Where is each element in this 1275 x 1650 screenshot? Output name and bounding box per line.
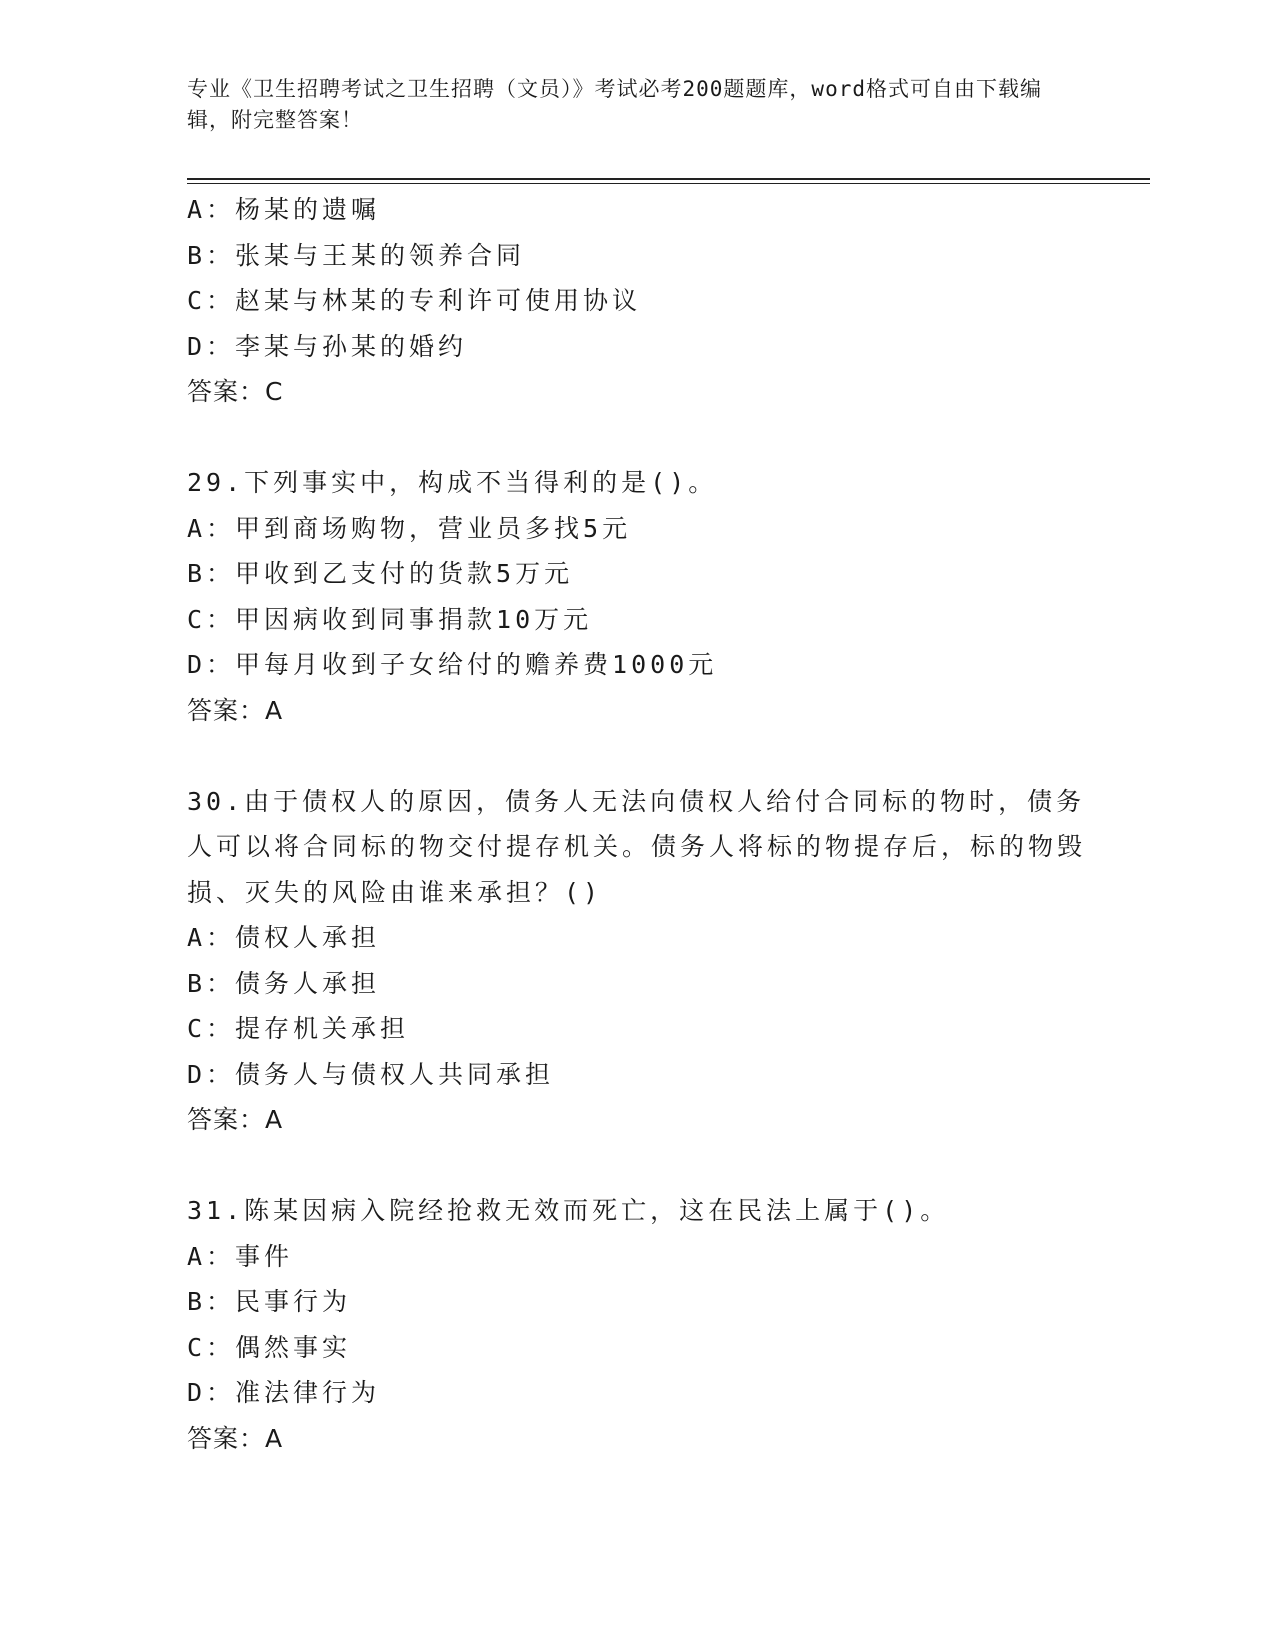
header-rule-thin	[187, 183, 1150, 184]
option-b: B：张某与王某的领养合同	[187, 240, 526, 270]
option-d: D：李某与孙某的婚约	[187, 331, 468, 361]
option-c: C：提存机关承担	[187, 1014, 410, 1043]
option-a: A：债权人承担	[187, 923, 381, 952]
option-a: A：事件	[187, 1241, 294, 1271]
question-stem: 31.陈某因病入院经抢救无效而死亡，这在民法上属于()。	[187, 1196, 950, 1225]
option-d: D：准法律行为	[187, 1378, 381, 1407]
option-b: B：民事行为	[187, 1287, 352, 1316]
option-c: C：赵某与林某的专利许可使用协议	[187, 286, 642, 315]
option-c: C：偶然事实	[187, 1332, 352, 1362]
question-30	[187, 779, 1087, 1143]
option-b: B：债务人承担	[187, 968, 381, 998]
question-31	[187, 1188, 1087, 1461]
answer-line: 答案：A	[187, 695, 284, 725]
option-a: A：甲到商场购物，营业员多找5元	[187, 513, 632, 543]
option-d: D：甲每月收到子女给付的赡养费1000元	[187, 650, 718, 679]
option-d: D：债务人与债权人共同承担	[187, 1059, 555, 1089]
question-stem: 29.下列事实中，构成不当得利的是()。	[187, 468, 718, 497]
option-a: A：杨某的遗嘱	[187, 195, 381, 224]
spacer	[187, 733, 1087, 779]
answer-line: 答案：C	[187, 377, 284, 406]
document-header: 专业《卫生招聘考试之卫生招聘（文员）》考试必考200题题库，word格式可自由下载编辑，附完整答案！	[187, 77, 1042, 132]
question-29	[187, 460, 1087, 733]
question-28-continued	[187, 187, 1087, 415]
answer-line: 答案：A	[187, 1105, 284, 1134]
option-c: C：甲因病收到同事捐款10万元	[187, 604, 593, 634]
question-list	[187, 187, 1087, 1461]
spacer	[187, 415, 1087, 461]
answer-line: 答案：A	[187, 1423, 284, 1453]
spacer	[187, 1143, 1087, 1189]
question-stem: 30.由于债权人的原因，债务人无法向债权人给付合同标的物时，债务人可以将合同标的物交付提存机关。债务人将标的物提存后，标的物毁损、灭失的风险由谁来承担？()	[187, 786, 1087, 907]
option-b: B：甲收到乙支付的货款5万元	[187, 559, 574, 588]
header-rule-thick	[187, 178, 1150, 180]
